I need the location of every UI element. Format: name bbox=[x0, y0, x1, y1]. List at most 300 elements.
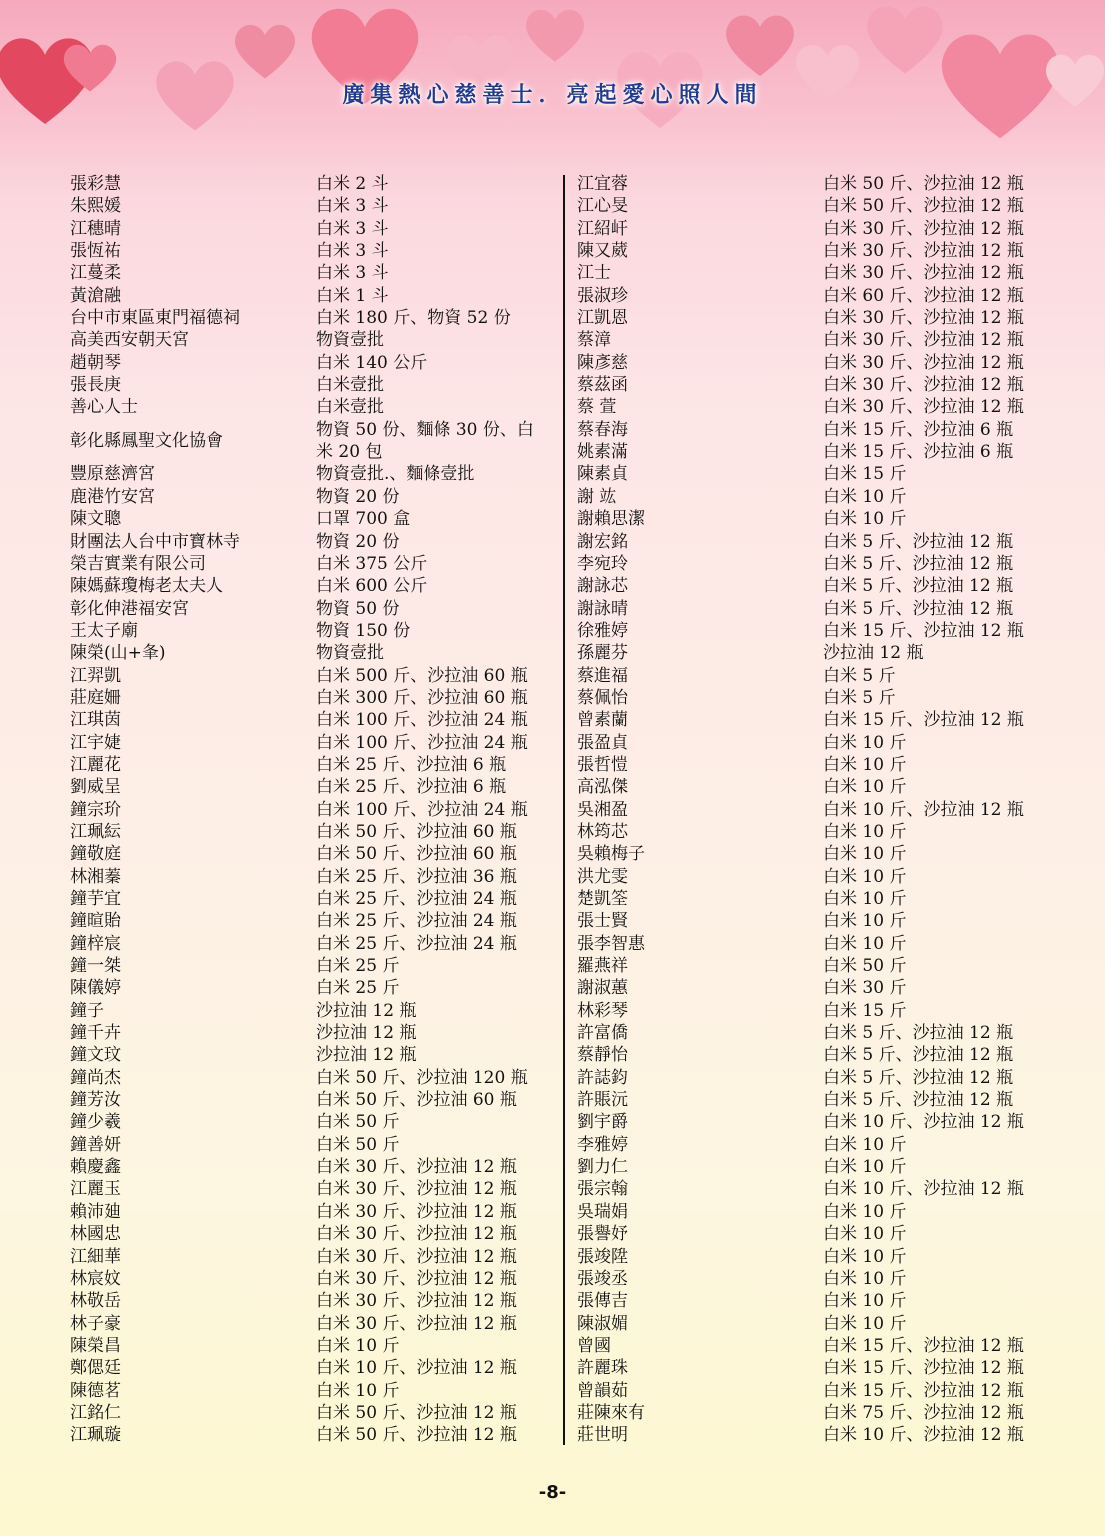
donation-item: 白米 10 斤 bbox=[823, 777, 907, 798]
donation-item: 白米 50 斤、沙拉油 12 瓶 bbox=[823, 196, 1024, 217]
donation-item: 物資 150 份 bbox=[316, 620, 411, 641]
donor-name: 謝詠晴 bbox=[577, 598, 628, 619]
donation-item: 白米 3 斗 bbox=[316, 263, 389, 284]
donation-item: 白米 30 斤、沙拉油 12 瓶 bbox=[823, 308, 1024, 329]
donation-item: 白米 10 斤 bbox=[823, 911, 907, 932]
donor-name: 賴慶鑫 bbox=[70, 1157, 121, 1178]
donor-row bbox=[70, 1089, 545, 1111]
donation-item: 白米 3 斗 bbox=[316, 241, 389, 262]
donor-row bbox=[70, 531, 545, 553]
donor-row bbox=[70, 1134, 545, 1156]
donor-row bbox=[70, 396, 545, 418]
donation-item: 白米 15 斤、沙拉油 12 瓶 bbox=[823, 1380, 1024, 1401]
donor-name: 台中市東區東門福德祠 bbox=[70, 308, 240, 329]
donor-name: 曾韻茹 bbox=[577, 1380, 628, 1401]
donor-name: 江銘仁 bbox=[70, 1402, 121, 1423]
donor-name: 鐘敬庭 bbox=[70, 844, 121, 865]
donor-row bbox=[70, 508, 545, 530]
donor-name: 陳儀婷 bbox=[70, 978, 121, 999]
donor-row bbox=[577, 665, 1047, 687]
donor-row bbox=[70, 1000, 545, 1022]
donor-row bbox=[70, 1156, 545, 1178]
donor-row bbox=[70, 419, 545, 464]
donation-item: 白米 10 斤 bbox=[823, 1313, 907, 1334]
donor-name: 張盈貞 bbox=[577, 732, 628, 753]
donation-item: 白米 15 斤 bbox=[823, 1000, 907, 1021]
donation-item: 白米 30 斤、沙拉油 12 瓶 bbox=[316, 1157, 517, 1178]
donation-item: 白米 10 斤 bbox=[823, 1246, 907, 1267]
donation-item: 白米 30 斤、沙拉油 12 瓶 bbox=[316, 1291, 517, 1312]
donation-item: 白米 30 斤、沙拉油 12 瓶 bbox=[316, 1246, 517, 1267]
donor-name: 張竣丞 bbox=[577, 1268, 628, 1289]
donor-name: 鐘善妍 bbox=[70, 1134, 121, 1155]
donor-name: 張宗翰 bbox=[577, 1179, 628, 1200]
donor-row bbox=[577, 352, 1047, 374]
donor-row bbox=[70, 977, 545, 999]
donor-row bbox=[70, 1178, 545, 1200]
donor-name: 彰化伸港福安宮 bbox=[70, 598, 189, 619]
donor-row bbox=[70, 933, 545, 955]
donation-item: 白米 10 斤、沙拉油 12 瓶 bbox=[823, 1179, 1024, 1200]
donation-item: 沙拉油 12 瓶 bbox=[316, 1045, 417, 1066]
donor-row bbox=[70, 1424, 545, 1446]
donor-name: 鐘少羲 bbox=[70, 1112, 121, 1133]
donation-item: 白米 50 斤、沙拉油 12 瓶 bbox=[316, 1425, 517, 1446]
donor-row bbox=[70, 285, 545, 307]
donor-row bbox=[70, 1290, 545, 1312]
donor-name: 財團法人台中市寶林寺 bbox=[70, 531, 240, 552]
donor-name: 曾素蘭 bbox=[577, 710, 628, 731]
donor-name: 賴沛廸 bbox=[70, 1201, 121, 1222]
donation-item: 白米 5 斤、沙拉油 12 瓶 bbox=[823, 1045, 1014, 1066]
donor-row bbox=[70, 665, 545, 687]
donor-row bbox=[577, 1044, 1047, 1066]
donation-item: 白米 10 斤 bbox=[823, 933, 907, 954]
donor-name: 張恆祐 bbox=[70, 241, 121, 262]
donor-name: 豐原慈濟宮 bbox=[70, 464, 155, 485]
donor-name: 陳淑媚 bbox=[577, 1313, 628, 1334]
donor-name: 鐘千卉 bbox=[70, 1023, 121, 1044]
donor-row bbox=[577, 1380, 1047, 1402]
donor-row bbox=[577, 888, 1047, 910]
donation-item: 白米 30 斤、沙拉油 12 瓶 bbox=[316, 1179, 517, 1200]
donor-name: 姚素滿 bbox=[577, 442, 628, 463]
donation-item: 白米 3 斗 bbox=[316, 218, 389, 239]
donor-name: 江凱恩 bbox=[577, 308, 628, 329]
donor-row bbox=[577, 329, 1047, 351]
donor-name: 許麗珠 bbox=[577, 1358, 628, 1379]
donor-name: 鐘芋宜 bbox=[70, 889, 121, 909]
donor-row bbox=[577, 1223, 1047, 1245]
donation-item: 白米 30 斤、沙拉油 12 瓶 bbox=[823, 218, 1024, 239]
donation-item: 白米 5 斤、沙拉油 12 瓶 bbox=[823, 1090, 1014, 1111]
donation-item: 白米 5 斤、沙拉油 12 瓶 bbox=[823, 553, 1014, 574]
donation-item: 白米 25 斤、沙拉油 24 瓶 bbox=[316, 889, 517, 909]
donor-name: 黃滄融 bbox=[70, 285, 121, 306]
donor-row bbox=[577, 620, 1047, 642]
donor-name: 江穗晴 bbox=[70, 218, 121, 239]
donor-name: 莊陳來有 bbox=[577, 1402, 645, 1423]
donor-name: 彰化縣鳳聖文化協會 bbox=[70, 430, 223, 451]
donor-name: 林筠芯 bbox=[577, 821, 628, 842]
donation-item: 物資壹批.、麵條壹批 bbox=[316, 464, 475, 485]
donor-row bbox=[577, 776, 1047, 798]
donor-name: 林湘蓁 bbox=[70, 866, 121, 887]
donation-item: 白米 10 斤 bbox=[823, 1291, 907, 1312]
column-divider bbox=[563, 175, 565, 1445]
donor-row bbox=[577, 195, 1047, 217]
donor-name: 鐘子 bbox=[70, 1000, 104, 1021]
donor-name: 陳文聰 bbox=[70, 509, 121, 530]
donor-name: 張傳吉 bbox=[577, 1291, 628, 1312]
donor-row bbox=[577, 531, 1047, 553]
donor-row bbox=[577, 754, 1047, 776]
donor-row bbox=[70, 799, 545, 821]
donation-item: 白米 10 斤 bbox=[823, 821, 907, 842]
donor-name: 吳賴梅子 bbox=[577, 844, 645, 865]
donor-name: 蔡佩怡 bbox=[577, 687, 628, 708]
donation-item: 白米 10 斤 bbox=[823, 754, 907, 775]
donor-name: 江士 bbox=[577, 263, 611, 284]
donor-name: 許誌鈞 bbox=[577, 1067, 628, 1088]
donation-item: 白米 180 斤、物資 52 份 bbox=[316, 308, 511, 329]
donor-row bbox=[70, 687, 545, 709]
donor-name: 江宜蓉 bbox=[577, 174, 628, 194]
donation-item: 白米 10 斤 bbox=[823, 889, 907, 909]
donation-item: 白米 10 斤、沙拉油 12 瓶 bbox=[823, 799, 1024, 820]
donor-name: 張哲愷 bbox=[577, 754, 628, 775]
donor-row bbox=[577, 307, 1047, 329]
donor-row bbox=[577, 843, 1047, 865]
donation-item: 物資 50 份、麵條 30 份、白米 20 包 bbox=[316, 419, 534, 463]
donor-row bbox=[577, 173, 1047, 195]
donor-name: 劉宇爵 bbox=[577, 1112, 628, 1133]
donation-item: 白米 100 斤、沙拉油 24 瓶 bbox=[316, 732, 528, 753]
donor-row bbox=[577, 910, 1047, 932]
donor-name: 謝詠芯 bbox=[577, 576, 628, 597]
donation-item: 白米 50 斤、沙拉油 60 瓶 bbox=[316, 821, 517, 842]
donor-name: 吳湘盈 bbox=[577, 799, 628, 820]
donation-item: 白米 60 斤、沙拉油 12 瓶 bbox=[823, 285, 1024, 306]
donor-row bbox=[577, 1424, 1047, 1446]
donor-name: 林彩琴 bbox=[577, 1000, 628, 1021]
donor-name: 鹿港竹安宮 bbox=[70, 486, 155, 507]
donor-name: 鐘一桀 bbox=[70, 956, 121, 977]
donor-row bbox=[577, 1357, 1047, 1379]
donor-row bbox=[70, 709, 545, 731]
donor-name: 王太子廟 bbox=[70, 620, 138, 641]
donation-item: 白米 100 斤、沙拉油 24 瓶 bbox=[316, 710, 528, 731]
donor-name: 孫麗芬 bbox=[577, 643, 628, 664]
donor-row bbox=[70, 754, 545, 776]
donor-name: 榮吉實業有限公司 bbox=[70, 553, 206, 574]
donation-item: 白米 10 斤、沙拉油 12 瓶 bbox=[316, 1358, 517, 1379]
donor-row bbox=[70, 374, 545, 396]
donor-row bbox=[70, 1111, 545, 1133]
donor-name: 徐雅婷 bbox=[577, 620, 628, 641]
donor-name: 張譽妤 bbox=[577, 1224, 628, 1245]
donation-item: 白米 10 斤 bbox=[823, 732, 907, 753]
donor-name: 高泓傑 bbox=[577, 777, 628, 798]
donor-name: 朱熙媛 bbox=[70, 196, 121, 217]
donor-name: 林宸妏 bbox=[70, 1268, 121, 1289]
donor-row bbox=[70, 553, 545, 575]
donor-row bbox=[70, 1402, 545, 1424]
donor-row bbox=[70, 1067, 545, 1089]
donor-name: 蔡 萱 bbox=[577, 397, 617, 418]
donor-row bbox=[577, 441, 1047, 463]
donor-name: 鄭偲廷 bbox=[70, 1358, 121, 1379]
donation-item: 白米 50 斤、沙拉油 120 瓶 bbox=[316, 1067, 528, 1088]
donor-row bbox=[70, 1335, 545, 1357]
donor-name: 善心人士 bbox=[70, 397, 138, 418]
donation-item: 白米 25 斤、沙拉油 6 瓶 bbox=[316, 754, 507, 775]
donor-name: 趙朝琴 bbox=[70, 352, 121, 373]
donor-name: 江琪茵 bbox=[70, 710, 121, 731]
donor-name: 江細華 bbox=[70, 1246, 121, 1267]
donor-row bbox=[70, 732, 545, 754]
donation-item: 白米 30 斤、沙拉油 12 瓶 bbox=[316, 1313, 517, 1334]
donation-item: 白米 30 斤、沙拉油 12 瓶 bbox=[316, 1201, 517, 1222]
donor-row bbox=[577, 1134, 1047, 1156]
donation-item: 沙拉油 12 瓶 bbox=[823, 643, 924, 664]
donation-item: 白米 15 斤、沙拉油 12 瓶 bbox=[823, 1358, 1024, 1379]
heart-decoration bbox=[230, 20, 300, 82]
donor-row bbox=[70, 910, 545, 932]
donation-item: 白米 5 斤、沙拉油 12 瓶 bbox=[823, 598, 1014, 619]
donor-row bbox=[577, 955, 1047, 977]
donor-name: 羅燕祥 bbox=[577, 956, 628, 977]
donation-item: 白米 10 斤 bbox=[823, 1134, 907, 1155]
donation-item: 白米 5 斤 bbox=[823, 687, 896, 708]
donor-row bbox=[70, 620, 545, 642]
donation-item: 白米 50 斤、沙拉油 12 瓶 bbox=[316, 1402, 517, 1423]
donor-row bbox=[70, 329, 545, 351]
donation-item: 白米 30 斤、沙拉油 12 瓶 bbox=[823, 375, 1024, 396]
donation-item: 白米 10 斤 bbox=[316, 1335, 400, 1356]
donor-row bbox=[577, 933, 1047, 955]
donor-name: 江麗花 bbox=[70, 754, 121, 775]
donation-item: 白米 375 公斤 bbox=[316, 553, 428, 574]
donor-row bbox=[70, 195, 545, 217]
donor-row bbox=[70, 1357, 545, 1379]
donor-name: 陳榮(山+夆) bbox=[70, 643, 166, 664]
donor-row bbox=[577, 977, 1047, 999]
donor-name: 莊庭姍 bbox=[70, 687, 121, 708]
donor-list-right bbox=[577, 173, 1047, 1447]
donor-row bbox=[577, 285, 1047, 307]
donor-row bbox=[577, 1335, 1047, 1357]
donation-item: 白米 30 斤 bbox=[823, 978, 907, 999]
donor-name: 鐘宗玠 bbox=[70, 799, 121, 820]
donor-row bbox=[70, 240, 545, 262]
donor-name: 江蔓柔 bbox=[70, 263, 121, 284]
donor-row bbox=[70, 1022, 545, 1044]
donor-row bbox=[70, 352, 545, 374]
donor-row bbox=[577, 575, 1047, 597]
donor-name: 林子豪 bbox=[70, 1313, 121, 1334]
donor-row bbox=[577, 262, 1047, 284]
donor-name: 莊世明 bbox=[577, 1425, 628, 1446]
donor-name: 鐘芳汝 bbox=[70, 1090, 121, 1111]
donation-item: 白米 5 斤、沙拉油 12 瓶 bbox=[823, 531, 1014, 552]
donor-row bbox=[70, 218, 545, 240]
donor-name: 謝宏銘 bbox=[577, 531, 628, 552]
donor-name: 張士賢 bbox=[577, 911, 628, 932]
donor-row bbox=[577, 1201, 1047, 1223]
donor-row bbox=[70, 1223, 545, 1245]
donor-name: 林敬岳 bbox=[70, 1291, 121, 1312]
donation-item: 白米 3 斗 bbox=[316, 196, 389, 217]
donor-name: 林國忠 bbox=[70, 1224, 121, 1245]
donor-row bbox=[577, 821, 1047, 843]
donor-name: 江紹屽 bbox=[577, 218, 628, 239]
donor-row bbox=[577, 1402, 1047, 1424]
donation-item: 白米 5 斤、沙拉油 12 瓶 bbox=[823, 1023, 1014, 1044]
donation-item: 白米 1 斗 bbox=[316, 285, 389, 306]
donation-item: 白米 10 斤 bbox=[823, 1268, 907, 1289]
donor-name: 鐘梓宸 bbox=[70, 933, 121, 954]
donor-name: 許富僑 bbox=[577, 1023, 628, 1044]
donation-item: 白米 50 斤 bbox=[316, 1134, 400, 1155]
donor-row bbox=[70, 262, 545, 284]
donation-item: 物資 50 份 bbox=[316, 598, 400, 619]
donation-item: 白米 140 公斤 bbox=[316, 352, 428, 373]
donation-item: 沙拉油 12 瓶 bbox=[316, 1023, 417, 1044]
donation-item: 白米 15 斤、沙拉油 12 瓶 bbox=[823, 710, 1024, 731]
donor-row bbox=[577, 642, 1047, 664]
donation-item: 白米 10 斤 bbox=[823, 509, 907, 530]
donation-item: 白米 300 斤、沙拉油 60 瓶 bbox=[316, 687, 528, 708]
donor-name: 江宇婕 bbox=[70, 732, 121, 753]
donor-name: 張李智惠 bbox=[577, 933, 645, 954]
donation-item: 白米壹批 bbox=[316, 375, 384, 396]
donor-name: 蔡進福 bbox=[577, 665, 628, 686]
donation-item: 白米 2 斗 bbox=[316, 174, 389, 194]
donor-name: 謝 竑 bbox=[577, 486, 617, 507]
donation-item: 白米 30 斤、沙拉油 12 瓶 bbox=[823, 263, 1024, 284]
donor-row bbox=[577, 1246, 1047, 1268]
donation-item: 白米 50 斤、沙拉油 12 瓶 bbox=[823, 174, 1024, 194]
donor-name: 江羿凱 bbox=[70, 665, 121, 686]
donation-item: 白米 30 斤、沙拉油 12 瓶 bbox=[823, 352, 1024, 373]
donor-row bbox=[577, 1313, 1047, 1335]
donor-name: 張長庚 bbox=[70, 375, 121, 396]
donor-list-left bbox=[70, 173, 545, 1447]
donation-item: 白米 5 斤、沙拉油 12 瓶 bbox=[823, 576, 1014, 597]
donation-item: 白米 30 斤、沙拉油 12 瓶 bbox=[823, 241, 1024, 262]
donor-row bbox=[70, 1380, 545, 1402]
donor-name: 鐘尚杰 bbox=[70, 1067, 121, 1088]
donation-item: 白米 100 斤、沙拉油 24 瓶 bbox=[316, 799, 528, 820]
donor-name: 蔡靜怡 bbox=[577, 1045, 628, 1066]
donor-name: 高美西安朝天宮 bbox=[70, 330, 189, 351]
donor-row bbox=[70, 486, 545, 508]
donation-item: 白米 15 斤 bbox=[823, 464, 907, 485]
donation-item: 白米 10 斤、沙拉油 12 瓶 bbox=[823, 1112, 1024, 1133]
heart-decoration bbox=[720, 10, 800, 80]
donation-item: 白米 30 斤、沙拉油 12 瓶 bbox=[823, 330, 1024, 351]
donation-item: 白米 25 斤 bbox=[316, 978, 400, 999]
donor-name: 江珮璇 bbox=[70, 1425, 121, 1446]
donor-name: 蔡茲函 bbox=[577, 375, 628, 396]
donor-row bbox=[577, 598, 1047, 620]
donor-row bbox=[577, 732, 1047, 754]
donation-item: 物資壹批 bbox=[316, 643, 384, 664]
donation-item: 白米 15 斤、沙拉油 6 瓶 bbox=[823, 419, 1014, 440]
donation-item: 白米 25 斤、沙拉油 24 瓶 bbox=[316, 911, 517, 932]
donor-row bbox=[577, 1268, 1047, 1290]
donor-name: 許賬沅 bbox=[577, 1090, 628, 1111]
donor-row bbox=[70, 866, 545, 888]
donor-name: 陳榮昌 bbox=[70, 1335, 121, 1356]
donor-row bbox=[577, 240, 1047, 262]
donation-item: 白米 50 斤、沙拉油 60 瓶 bbox=[316, 844, 517, 865]
donor-name: 李雅婷 bbox=[577, 1134, 628, 1155]
donor-row bbox=[70, 1044, 545, 1066]
donor-name: 謝淑蕙 bbox=[577, 978, 628, 999]
donor-row bbox=[70, 1246, 545, 1268]
donor-row bbox=[70, 307, 545, 329]
donor-row bbox=[70, 955, 545, 977]
donor-row bbox=[70, 1268, 545, 1290]
donation-item: 白米 10 斤 bbox=[823, 866, 907, 887]
donor-row bbox=[577, 218, 1047, 240]
donor-row bbox=[577, 1022, 1047, 1044]
donation-item: 物資 20 份 bbox=[316, 531, 400, 552]
donor-row bbox=[70, 1313, 545, 1335]
donor-row bbox=[577, 1111, 1047, 1133]
donor-name: 張竣陞 bbox=[577, 1246, 628, 1267]
donation-item: 白米 600 公斤 bbox=[316, 576, 428, 597]
donor-row bbox=[70, 173, 545, 195]
donor-row bbox=[70, 1201, 545, 1223]
donation-item: 白米 10 斤 bbox=[823, 844, 907, 865]
donor-row bbox=[577, 463, 1047, 485]
donor-name: 江珮紜 bbox=[70, 821, 121, 842]
donation-item: 白米 10 斤 bbox=[823, 1157, 907, 1178]
donor-row bbox=[577, 1067, 1047, 1089]
donation-item: 白米 10 斤 bbox=[823, 1201, 907, 1222]
donation-item: 白米 30 斤、沙拉油 12 瓶 bbox=[316, 1268, 517, 1289]
donor-name: 鐘文玟 bbox=[70, 1045, 121, 1066]
donation-item: 白米 50 斤 bbox=[823, 956, 907, 977]
donation-item: 沙拉油 12 瓶 bbox=[316, 1000, 417, 1021]
donor-name: 李宛玲 bbox=[577, 553, 628, 574]
donation-item: 白米壹批 bbox=[316, 397, 384, 418]
donor-row bbox=[577, 396, 1047, 418]
donation-item: 物資 20 份 bbox=[316, 486, 400, 507]
donor-name: 陳德茗 bbox=[70, 1380, 121, 1401]
donation-item: 白米 25 斤、沙拉油 6 瓶 bbox=[316, 777, 507, 798]
donor-name: 劉力仁 bbox=[577, 1157, 628, 1178]
donor-name: 鐘暄貽 bbox=[70, 911, 121, 932]
donor-name: 陳又葳 bbox=[577, 241, 628, 262]
donor-row bbox=[577, 508, 1047, 530]
donor-name: 洪尤雯 bbox=[577, 866, 628, 887]
donation-item: 白米 15 斤、沙拉油 6 瓶 bbox=[823, 442, 1014, 463]
donor-row bbox=[577, 419, 1047, 441]
donation-item: 白米 10 斤 bbox=[823, 486, 907, 507]
donation-item: 白米 50 斤、沙拉油 60 瓶 bbox=[316, 1090, 517, 1111]
donation-item: 白米 10 斤 bbox=[316, 1380, 400, 1401]
donor-row bbox=[577, 374, 1047, 396]
donor-row bbox=[577, 1000, 1047, 1022]
donor-row bbox=[577, 799, 1047, 821]
donor-row bbox=[577, 1156, 1047, 1178]
donor-name: 江麗玉 bbox=[70, 1179, 121, 1200]
donor-row bbox=[577, 709, 1047, 731]
